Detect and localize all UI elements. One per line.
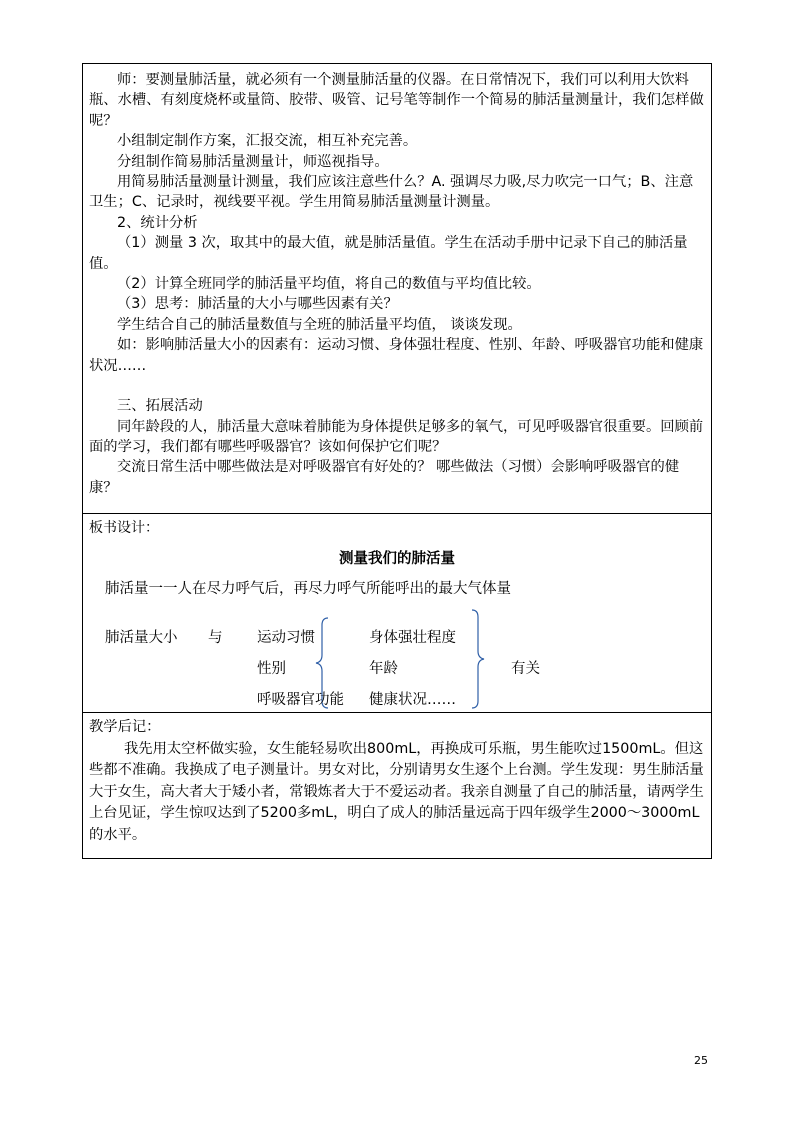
lesson-paragraph: 小组制定制作方案，汇报交流，相互补充完善。 — [117, 133, 418, 150]
page-number: 25 — [694, 1054, 708, 1067]
factor-gender: 性别 — [257, 661, 286, 677]
factor-health: 健康状况…… — [369, 692, 456, 708]
section-heading-statistics: 2、统计分析 — [117, 214, 198, 231]
factor-exercise-habit: 运动习惯 — [257, 630, 315, 646]
board-design-label: 板书设计： — [89, 520, 159, 536]
factor-age: 年龄 — [369, 661, 398, 677]
lesson-paragraph: （2）计算全班同学的肺活量平均值，将自己的数值与平均值比较。 — [117, 276, 541, 293]
board-definition: 肺活量一一人在尽力呼气后，再尽力呼气所能呼出的最大气体量 — [105, 581, 511, 597]
lesson-paragraph: 同年龄段的人，肺活量大意味着肺能为身体提供足够多的氧气，可见呼吸器官很重要。回顾前面的学习，我们都有哪些呼吸器官？该如何保护它们呢？ — [89, 418, 704, 455]
lesson-paragraph: （1）测量 3 次，取其中的最大值，就是肺活量值。学生在活动手册中记录下自己的肺活量值。 — [89, 235, 688, 272]
lesson-procedure-cell — [83, 64, 711, 514]
board-subject: 肺活量大小 — [105, 630, 178, 646]
teaching-notes-paragraph: 我先用太空杯做实验，女生能轻易吹出800mL，再换成可乐瓶，男生能吹过1500mL。但这些都不准确。我换成了电子测量计。男女对比，分别请男女生逐个上台测。学生发现：男生肺活量大于女生，高大者大于矮小者，常锻炼者大于不爱运动者。我亲自测量了自己的肺活量，请两学生上台见证，学生惊叹达到了5200多mL，明白了成人的肺活量远高于四年级学生2000～3000mL的水平。 — [89, 740, 704, 843]
lesson-table — [82, 63, 712, 859]
lesson-paragraph: 用简易肺活量测量计测量，我们应该注意些什么？A. 强调尽力吸,尽力吹完一口气；B、注意卫生；C、记录时，视线要平视。学生用简易肺活量测量计测量。 — [89, 174, 694, 211]
board-title: 测量我们的肺活量 — [339, 551, 455, 567]
lesson-paragraph: 师：要测量肺活量，就必须有一个测量肺活量的仪器。在日常情况下，我们可以利用大饮料瓶、水槽、有刻度烧杯或量筒、胶带、吸管、记号笔等制作一个简易的肺活量测量计，我们怎样做呢？ — [89, 72, 704, 129]
teaching-notes-label: 教学后记： — [89, 719, 161, 735]
lesson-paragraph: 分组制作简易肺活量测量计，师巡视指导。 — [117, 153, 389, 170]
factor-body-strength: 身体强壮程度 — [369, 630, 456, 646]
board-design-cell — [83, 514, 711, 713]
factor-respiratory-organ: 呼吸器官功能 — [257, 692, 344, 708]
right-brace-icon — [469, 609, 485, 709]
board-related: 有关 — [511, 661, 540, 677]
spacer — [89, 376, 707, 396]
lesson-paragraph: 学生结合自己的肺活量数值与全班的肺活量平均值， 谈谈发现。 — [117, 316, 522, 333]
board-with: 与 — [208, 630, 223, 646]
teaching-notes-cell — [83, 713, 711, 858]
section-heading-extension: 三、拓展活动 — [117, 398, 203, 415]
lesson-paragraph: （3）思考：肺活量的大小与哪些因素有关？ — [117, 296, 398, 313]
lesson-paragraph: 如：影响肺活量大小的因素有：运动习惯、身体强壮程度、性别、年龄、呼吸器官功能和健康状况…… — [89, 337, 704, 374]
lesson-paragraph: 交流日常生活中哪些做法是对呼吸器官有好处的？ 哪些做法（习惯）会影响呼吸器官的健康？ — [89, 459, 680, 496]
